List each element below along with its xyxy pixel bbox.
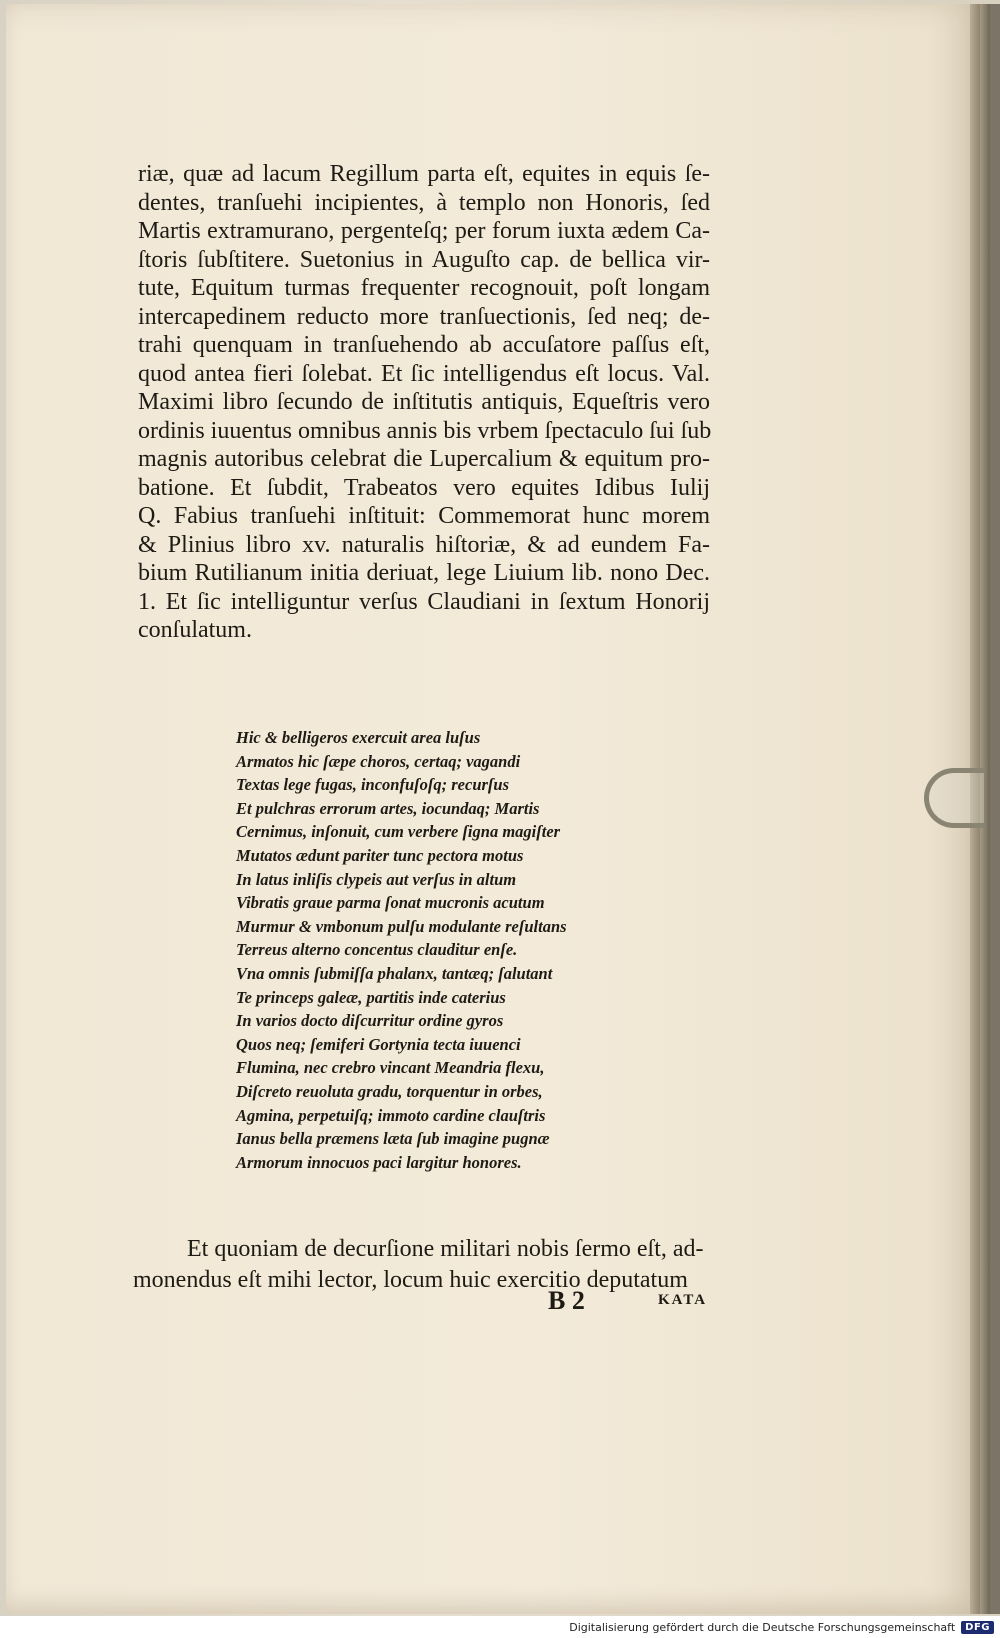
verse-line: Et pulchras errorum artes, iocundaq; Martis (236, 798, 540, 818)
verse-line: Ianus bella præmens læta ſub imagine pugnæ (236, 1129, 550, 1149)
verse-line: Textas lege fugas, inconfuſoſq; recurſus (236, 775, 510, 795)
prose-line: ſtoris ſubſtitere. Suetonius in Auguſto cap. de bellica vir- (138, 246, 710, 273)
page-clip (924, 768, 984, 828)
prose-line: dentes, tranſuehi incipientes, à templo non Honoris, ſed (138, 189, 710, 216)
verse-line: Vna omnis ſubmiſſa phalanx, tantæq; ſalutant (236, 963, 553, 983)
prose-line: Martis extramurano, pergenteſq; per forum iuxta ædem Ca- (138, 218, 710, 244)
verse-line: Hic & belligeros exercuit area luſus (236, 728, 481, 747)
signature-mark: B 2 (548, 1286, 585, 1315)
verse-line: Armatos hic ſæpe choros, certaq; vagandi (236, 751, 521, 771)
verse-line: Flumina, nec crebro vincant Meandria flexu, (236, 1058, 545, 1078)
closing-paragraph (133, 1234, 713, 1296)
prose-line: tute, Equitum turmas frequenter recognouit, poſt longam (138, 275, 710, 301)
verse-line: Vibratis graue parma ſonat mucronis acutum (236, 893, 545, 913)
closing-line: monendus eſt mihi lector, locum huic exercitio deputatum (133, 1267, 688, 1293)
prose-line: bium Rutilianum initia deriuat, lege Liuium lib. nono Dec. (138, 560, 710, 586)
verse-line: In varios docto diſcurritur ordine gyros (236, 1011, 504, 1031)
prose-line: batione. Et ſubdit, Trabeatos vero equites Idibus Iulij (138, 474, 710, 501)
verse-line: Quos neq; ſemiferi Gortynia tecta iuuenci (236, 1034, 521, 1054)
prose-line: 1. Et ſic intelliguntur verſus Claudiani in ſextum Honorij (138, 588, 710, 615)
prose-block (138, 160, 710, 645)
verse-line: Terreus alterno concentus clauditur enſe. (236, 940, 518, 960)
digitization-footer (0, 1616, 1000, 1638)
prose-line: riæ, quæ ad lacum Regillum parta eſt, equites in equis ſe- (138, 161, 710, 187)
catchword: KATA (658, 1292, 708, 1308)
prose-line-last: conſulatum. (138, 617, 252, 643)
verse-line: In latus inliſis clypeis aut verſus in altum (236, 869, 517, 889)
prose-line: trahi quenquam in tranſuehendo ab accuſatore paſſus eſt, (138, 332, 710, 358)
verse-line: Diſcreto reuoluta gradu, torquentur in orbes, (236, 1081, 543, 1101)
prose-line: ordinis iuuentus omnibus annis bis vrbem ſpectaculo ſui ſub (138, 417, 712, 444)
footer-text: Digitalisierung gefördert durch die Deutsche Forschungsgemeinschaft (569, 1620, 956, 1634)
prose-line: Maximi libro ſecundo de inſtitutis antiquis, Equeſtris vero (138, 389, 710, 415)
verse-line: Cernimus, inſonuit, cum verbere ſigna magiſter (236, 822, 561, 842)
verse-line: Te princeps galeæ, partitis inde caterius (236, 987, 506, 1007)
verse-line: Mutatos ædunt pariter tunc pectora motus (236, 845, 524, 865)
verse-line: Murmur & vmbonum pulſu modulante reſultans (236, 916, 567, 936)
page-edge (990, 4, 1000, 1614)
prose-line: Q. Fabius tranſuehi inſtituit: Commemorat hunc morem (138, 503, 710, 529)
verse-block (236, 726, 636, 1174)
closing-line: Et quoniam de decurſione militari nobis ſermo eſt, ad- (187, 1236, 704, 1262)
prose-line: quod antea fieri ſolebat. Et ſic intelligendus eſt locus. Val. (138, 360, 710, 387)
prose-line: intercapedinem reducto more tranſuectionis, ſed neq; de- (138, 303, 710, 330)
dfg-logo-icon: DFG (961, 1621, 994, 1634)
prose-line: & Plinius libro xv. naturalis hiſtoriæ, & ad eundem Fa- (138, 531, 710, 558)
verse-line: Agmina, perpetuiſq; immoto cardine clauſtris (236, 1105, 546, 1125)
prose-line: magnis autoribus celebrat die Lupercalium & equitum pro- (138, 446, 710, 472)
verse-line: Armorum innocuos paci largitur honores. (236, 1152, 522, 1172)
